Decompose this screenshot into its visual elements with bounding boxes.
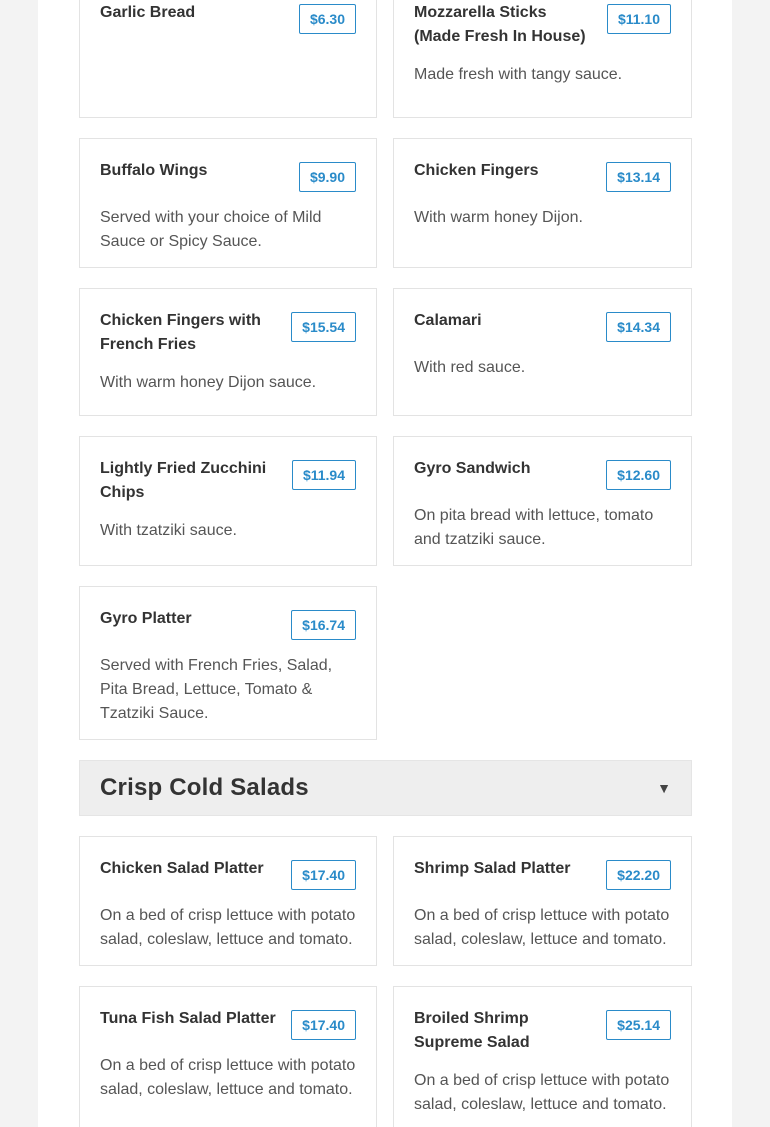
item-description: With warm honey Dijon sauce. [100, 374, 317, 391]
price-badge: $16.74 [291, 610, 356, 640]
section-header-salads[interactable] [79, 760, 692, 816]
menu-item-card[interactable] [393, 138, 692, 268]
item-name: Calamari [414, 312, 482, 329]
price-badge: $6.30 [299, 4, 356, 34]
price-badge: $22.20 [606, 860, 671, 890]
item-name: Lightly Fried Zucchini Chips [100, 460, 267, 501]
item-description: On pita bread with lettuce, tomato and tzatziki sauce. [414, 507, 654, 548]
menu-item-card[interactable] [79, 986, 377, 1127]
item-name: Chicken Fingers [414, 162, 539, 179]
price-badge: $15.54 [291, 312, 356, 342]
item-name: Shrimp Salad Platter [414, 860, 571, 877]
price-badge: $9.90 [299, 162, 356, 192]
item-name: Gyro Platter [100, 610, 192, 627]
menu-item-card[interactable] [79, 138, 377, 268]
section-title: Crisp Cold Salads [100, 774, 309, 801]
menu-item-card[interactable] [79, 836, 377, 966]
item-description: On a bed of crisp lettuce with potato salad, coleslaw, lettuce and tomato. [100, 907, 356, 948]
item-description: On a bed of crisp lettuce with potato salad, coleslaw, lettuce and tomato. [100, 1057, 356, 1098]
item-name: Gyro Sandwich [414, 460, 531, 477]
item-description: With red sauce. [414, 359, 526, 376]
item-description: Made fresh with tangy sauce. [414, 66, 623, 83]
menu-grid-appetizers [79, 0, 692, 740]
menu-item-card[interactable] [79, 586, 377, 740]
item-name: Chicken Salad Platter [100, 860, 264, 877]
item-description: With warm honey Dijon. [414, 209, 583, 226]
price-badge: $12.60 [606, 460, 671, 490]
menu-item-card[interactable] [393, 986, 692, 1127]
item-name: Mozzarella Sticks (Made Fresh In House) [414, 4, 586, 45]
item-description: With tzatziki sauce. [100, 522, 237, 539]
menu-item-card[interactable] [393, 0, 692, 118]
menu-item-card[interactable] [79, 288, 377, 416]
item-description: On a bed of crisp lettuce with potato salad, coleslaw, lettuce and tomato. [414, 907, 670, 948]
item-name: Chicken Fingers with French Fries [100, 312, 261, 353]
item-name: Buffalo Wings [100, 162, 208, 179]
price-badge: $17.40 [291, 1010, 356, 1040]
price-badge: $17.40 [291, 860, 356, 890]
price-badge: $14.34 [606, 312, 671, 342]
menu-item-card[interactable] [393, 836, 692, 966]
menu-item-card[interactable] [79, 436, 377, 566]
price-badge: $11.94 [292, 460, 356, 490]
item-description: Served with your choice of Mild Sauce or Spicy Sauce. [100, 209, 322, 250]
menu-page [38, 0, 732, 1127]
menu-item-card[interactable] [393, 288, 692, 416]
price-badge: $13.14 [606, 162, 671, 192]
item-description: On a bed of crisp lettuce with potato salad, coleslaw, lettuce and tomato. [414, 1072, 670, 1113]
menu-grid-salads [79, 836, 692, 1127]
item-name: Tuna Fish Salad Platter [100, 1010, 276, 1027]
menu-item-card[interactable] [79, 0, 377, 118]
caret-down-icon[interactable]: ▼ [657, 780, 671, 796]
item-name: Broiled Shrimp Supreme Salad [414, 1010, 530, 1051]
price-badge: $11.10 [607, 4, 671, 34]
menu-item-card[interactable] [393, 436, 692, 566]
price-badge: $25.14 [606, 1010, 671, 1040]
item-description: Served with French Fries, Salad, Pita Bread, Lettuce, Tomato & Tzatziki Sauce. [100, 657, 333, 722]
item-name: Garlic Bread [100, 4, 196, 21]
